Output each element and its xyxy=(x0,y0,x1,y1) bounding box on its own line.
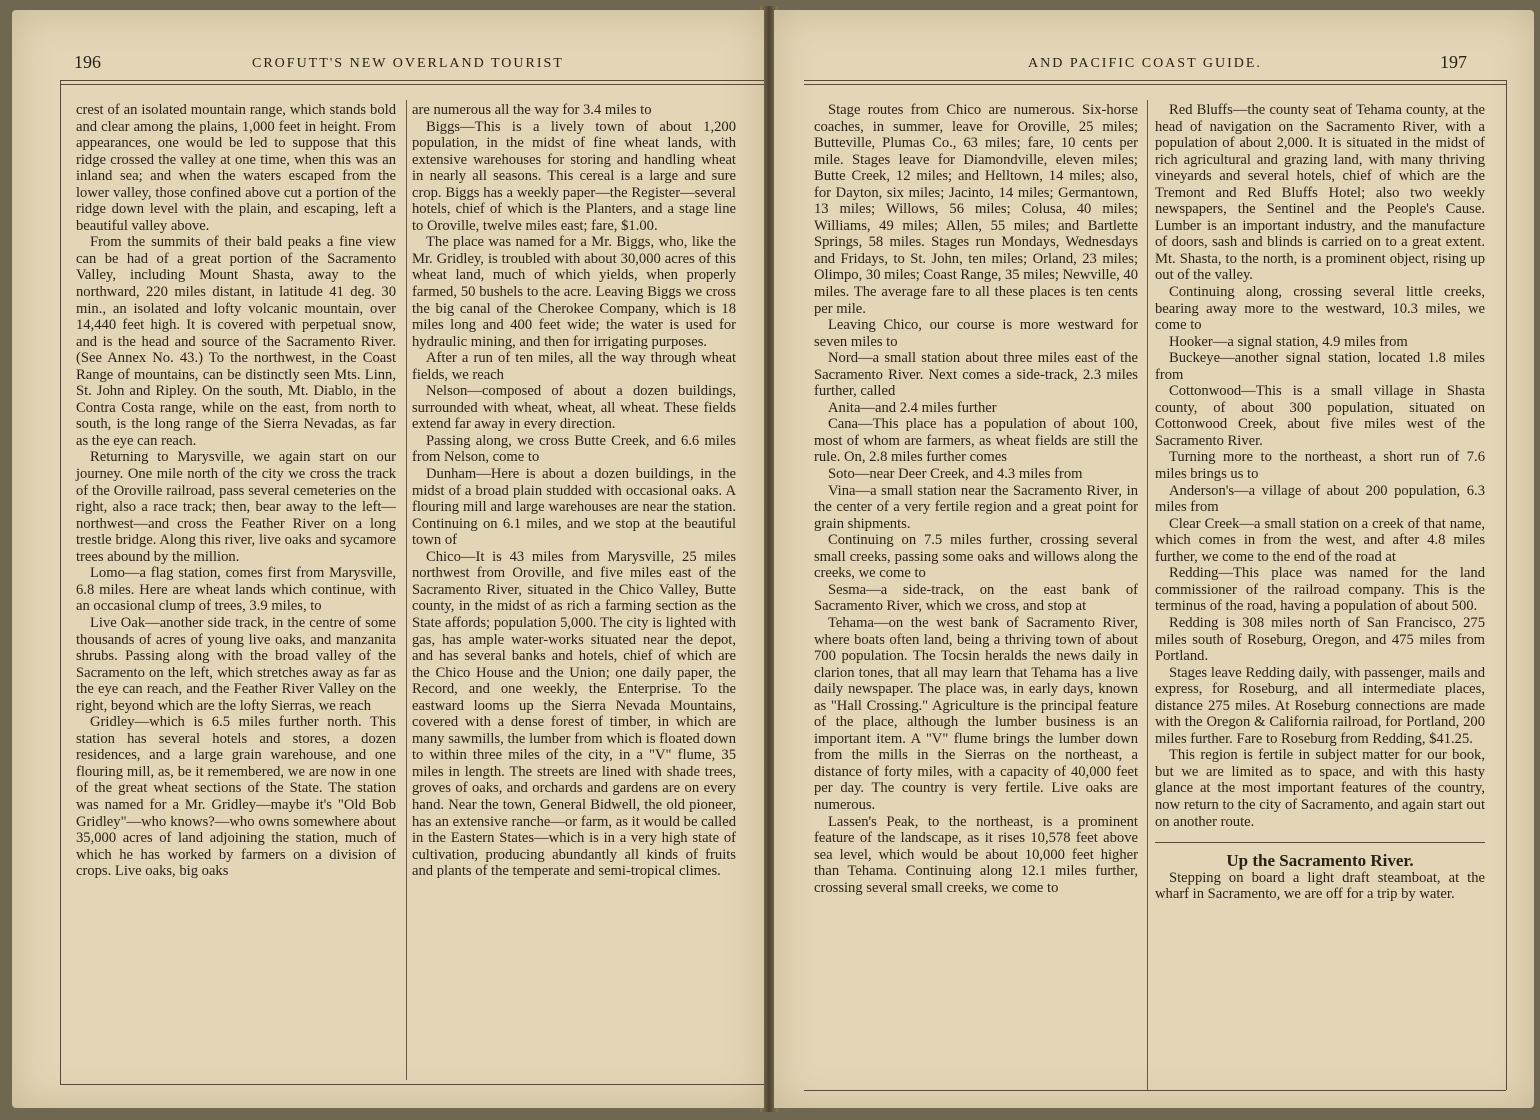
right-col1-paragraph: Lassen's Peak, to the northeast, is a prominent feature of the landscape, as it rises 10,578 feet above sea level, which would be about 10,000 feet higher than Tehama. Continuing along 12.1 miles further, crossing several small creeks, we come to xyxy=(814,813,1138,896)
right-page-number: 197 xyxy=(1440,52,1467,72)
left-col1-paragraph: Lomo—a flag station, comes first from Marysville, 6.8 miles. Here are wheat lands which continue, with an occasional clump of trees, 3.9 miles, to xyxy=(76,565,396,615)
right-top-rule-2 xyxy=(804,84,1506,85)
right-col1-paragraph: Stage routes from Chico are numerous. Six-horse coaches, in summer, leave for Oroville, 25 miles; Butteville, Plumas Co., 63 miles; fare, 10 cents per mile. Stages leave for Diamondville, eleven miles; Butte Creek, 12 miles; and Helltown, 14 miles; also, for Dayton, six miles; Jacinto, 14 miles; Germantown, 13 miles; Willows, 56 miles; Colusa, 40 miles; Williams, 49 miles; Allen, 55 miles; and Bartlette Springs, 58 miles. Stages run Mondays, Wednesdays and Fridays, to St. John, ten miles; Orland, 23 miles; Olimpo, 30 miles; Coast Range, 35 miles; Newville, 40 miles. The average fare to all these places is ten cents per mile. xyxy=(814,102,1138,317)
right-col1-paragraph: Cana—This place has a population of about 100, most of whom are farmers, as wheat fields are still the rule. On, 2.8 miles further comes xyxy=(814,416,1138,466)
right-col2-paragraph: Redding is 308 miles north of San Francisco, 275 miles south of Roseburg, Oregon, and 475 miles from Portland. xyxy=(1155,614,1485,665)
left-page-number: 196 xyxy=(74,52,101,72)
right-frame-right xyxy=(1506,80,1507,1090)
left-col2-paragraph: Nelson—composed of about a dozen buildings, surrounded with wheat, wheat, all wheat. These fields extend far away in every direction. xyxy=(412,383,736,433)
left-column-2 xyxy=(412,102,736,880)
right-col2-paragraph: Redding—This place was named for the land commissioner of the railroad company. This is the terminus of the road, having a population of about 500. xyxy=(1155,565,1485,615)
left-col2-paragraph: After a run of ten miles, all the way through wheat fields, we reach xyxy=(412,350,736,383)
right-column-2-text xyxy=(1155,102,1485,830)
left-column-1 xyxy=(76,102,396,880)
left-col1-paragraph: crest of an isolated mountain range, which stands bold and clear among the plains, 1,000 feet in height. From appearances, one would be led to suppose that this ridge crossed the valley at one time, when this was an inland sea; and when the waters escaped from the lower valley, those confined above cut a portion of the ridge down level with the plain, and escaping, left a beautiful valley above. xyxy=(76,102,396,234)
section-heading: Up the Sacramento River. xyxy=(1226,851,1414,871)
right-col2-paragraph: Buckeye—another signal station, located 1.8 miles from xyxy=(1155,350,1485,383)
right-col1-paragraph: Tehama—on the west bank of Sacramento River, where boats often land, being a thriving town of about 700 population. The Tocsin heralds the news daily in clarion tones, that all may learn that Tehama has a live daily newspaper. The place was, in early days, known as "Hall Crossing." Agriculture is the principal feature of the place, although the lumber business is an important item. A "V" flume brings the lumber down from the mills in the Sierras on the northeast, a distance of forty miles, with a capacity of 40,000 feet per day. The country is very fertile. Live oaks are numerous. xyxy=(814,614,1138,813)
left-top-rule-2 xyxy=(60,84,764,85)
right-column-2 xyxy=(1155,102,1485,903)
left-col1-paragraph: Returning to Marysville, we again start on our journey. One mile north of the city we cross the track of the Oroville railroad, pass several cemeteries on the right, also a race track; then, bear away to the left—northwest—and cross the Feather River on a long trestle bridge. Along this river, live oaks and sycamore trees abound by the million. xyxy=(76,449,396,565)
section-separator xyxy=(1155,842,1485,843)
left-running-head: CROFUTT'S NEW OVERLAND TOURIST xyxy=(252,56,564,71)
left-col2-paragraph: Biggs—This is a lively town of about 1,200 population, in the midst of fine wheat lands, with extensive warehouses for storing and handling wheat in nearly all seasons. This cereal is a large and sure crop. Biggs has a weekly paper—the Register—several hotels, chief of which is the Planters, and a stage line to Oroville, twelve miles east; fare, $1.00. xyxy=(412,118,736,234)
right-col2-paragraph: This region is fertile in subject matter for our book, but we are limited as to space, and with this hasty glance at the most important features of the country, now return to the city of Sacramento, and again start out on another route. xyxy=(1155,747,1485,830)
right-col1-paragraph: Nord—a small station about three miles east of the Sacramento River. Next comes a side-track, 2.3 miles further, called xyxy=(814,350,1138,400)
right-col1-paragraph: Vina—a small station near the Sacramento River, in the center of a very fertile region and a great point for grain shipments. xyxy=(814,482,1138,532)
right-col2-paragraph: Continuing along, crossing several little creeks, bearing away more to the westward, 10.3 miles, we come to xyxy=(1155,284,1485,334)
right-top-rule xyxy=(804,80,1506,81)
right-col1-paragraph: Soto—near Deer Creek, and 4.3 miles from xyxy=(828,466,1083,483)
left-col1-paragraph: Live Oak—another side track, in the centre of some thousands of acres of young live oaks, and manzanita shrubs. Passing along with the broad valley of the Sacramento on the left, which stretches away as far as the eye can reach, and the Feather River Valley on the right, beyond which are the lofty Sierras, we reach xyxy=(76,614,396,714)
left-col2-paragraph: Chico—It is 43 miles from Marysville, 25 miles northwest from Oroville, and five miles east of the Sacramento River, situated in the Chico Valley, Butte county, in the midst of as rich a farming section as the State affords; population 5,000. The city is lighted with gas, has ample water-works situated near the depot, and has several banks and hotels, chief of which are the Chico House and the Union; one daily paper, the Record, and one weekly, the Enterprise. To the eastward looms up the Sierra Nevada Mountains, covered with a dense forest of timber, in which are many sawmills, the lumber from which is floated down to within three miles of the city, in a "V" flume, 35 miles in length. The streets are lined with shade trees, groves of oaks, and orchards and gardens are on every hand. Near the town, General Bidwell, the old pioneer, has an extensive ranche—or farm, as it would be called in the Eastern States—which is in a very high state of cultivation, producing abundantly all kinds of fruits and plants of the temperate and semi-tropical climes. xyxy=(412,548,736,880)
left-col2-paragraph: Passing along, we cross Butte Creek, and 6.6 miles from Nelson, come to xyxy=(412,432,736,466)
right-col2-paragraph: Cottonwood—This is a small village in Shasta county, of about 300 population, situated on Cottonwood Creek, about five miles west of the Sacramento River. xyxy=(1155,383,1485,449)
left-col2-paragraph: are numerous all the way for 3.4 miles to xyxy=(412,102,652,118)
right-col1-paragraph: Leaving Chico, our course is more westward for seven miles to xyxy=(814,317,1138,350)
right-column-1 xyxy=(814,102,1138,896)
left-bottom-rule xyxy=(60,1084,764,1085)
right-col2-paragraph: Clear Creek—a small station on a creek of that name, which comes in from the west, and after 4.8 miles further, we come to the end of the road at xyxy=(1155,515,1485,565)
right-running-head: AND PACIFIC COAST GUIDE. xyxy=(1028,56,1262,71)
right-col1-paragraph: Anita—and 2.4 miles further xyxy=(828,399,997,416)
right-col1-paragraph: Sesma—a side-track, on the east bank of Sacramento River, which we cross, and stop at xyxy=(814,581,1138,615)
right-col2-paragraph: Turning more to the northeast, a short run of 7.6 miles brings us to xyxy=(1155,449,1485,483)
left-col2-paragraph: The place was named for a Mr. Biggs, who, like the Mr. Gridley, is troubled with about 30,000 acres of this wheat land, much of which yields, when properly farmed, 50 bushels to the acre. Leaving Biggs we cross the big canal of the Cherokee Company, which is 18 miles long and 400 feet wide; the water is used for hydraulic mining, and then for irrigating purposes. xyxy=(412,234,736,350)
left-col2-paragraph: Dunham—Here is about a dozen buildings, in the midst of a broad plain studded with occasional oaks. A flouring mill and large warehouses are near the station. Continuing on 6.1 miles, and we stop at the beautiful town of xyxy=(412,466,736,549)
right-page xyxy=(774,10,1534,1108)
left-col1-paragraph: Gridley—which is 6.5 miles further north. This station has several hotels and stores, a dozen residences, and a large grain warehouse, and one flouring mill, as, be it remembered, we are now in one of the great wheat sections of the State. The station was named for a Mr. Gridley—maybe it's "Old Bob Gridley"—who knows?—who owns somewhere about 35,000 acres of land adjoining the station, much of which he has worked by farmers on a division of crops. Live oaks, big oaks xyxy=(76,714,396,880)
right-col2-paragraph: Stages leave Redding daily, with passenger, mails and express, for Roseburg, and all intermediate places, distance 275 miles. At Roseburg connections are made with the Oregon & California railroad, for Portland, 200 miles further. Fare to Roseburg from Redding, $41.25. xyxy=(1155,664,1485,747)
left-top-rule xyxy=(60,80,764,81)
section-paragraph: Stepping on board a light draft steamboat, at the wharf in Sacramento, we are off for a trip by water. xyxy=(1155,869,1485,903)
left-column-rule xyxy=(406,100,407,1080)
left-col1-paragraph: From the summits of their bald peaks a fine view can be had of a great portion of the Sacramento Valley, including Mount Shasta, away to the northward, 220 miles distant, in latitude 41 deg. 30 min., an isolated and lofty volcanic mountain, over 14,440 feet high. It is covered with perpetual snow, and is the head and source of the Sacramento River. (See Annex No. 43.) To the northwest, in the Coast Range of mountains, can be distinctly seen Mts. Linn, St. John and Ripley. On the south, Mt. Diablo, in the Contra Costa range, while on the east, from north to south, is the long range of the Sierra Nevadas, as far as the eye can reach. xyxy=(76,234,396,449)
right-bottom-rule xyxy=(804,1090,1506,1091)
left-frame-left xyxy=(60,80,61,1084)
right-col2-paragraph: Anderson's—a village of about 200 population, 6.3 miles from xyxy=(1155,482,1485,516)
right-col2-paragraph: Hooker—a signal station, 4.9 miles from xyxy=(1169,333,1408,350)
right-col1-paragraph: Continuing on 7.5 miles further, crossing several small creeks, passing some oaks and willows along the creeks, we come to xyxy=(814,532,1138,582)
left-page xyxy=(12,10,764,1108)
right-column-rule xyxy=(1147,100,1148,1090)
right-col2-paragraph: Red Bluffs—the county seat of Tehama county, at the head of navigation on the Sacramento River, with a population of about 2,000. It is situated in the midst of rich agricultural and grazing land, with many thriving vineyards and several hotels, chief of which are the Tremont and Red Bluffs Hotel; also two weekly newspapers, the Sentinel and the People's Cause. Lumber is an important industry, and the manufacture of doors, sash and blinds is carried on to a great extent. Mt. Shasta, to the north, is a prominent object, rising up out of the valley. xyxy=(1155,102,1485,284)
